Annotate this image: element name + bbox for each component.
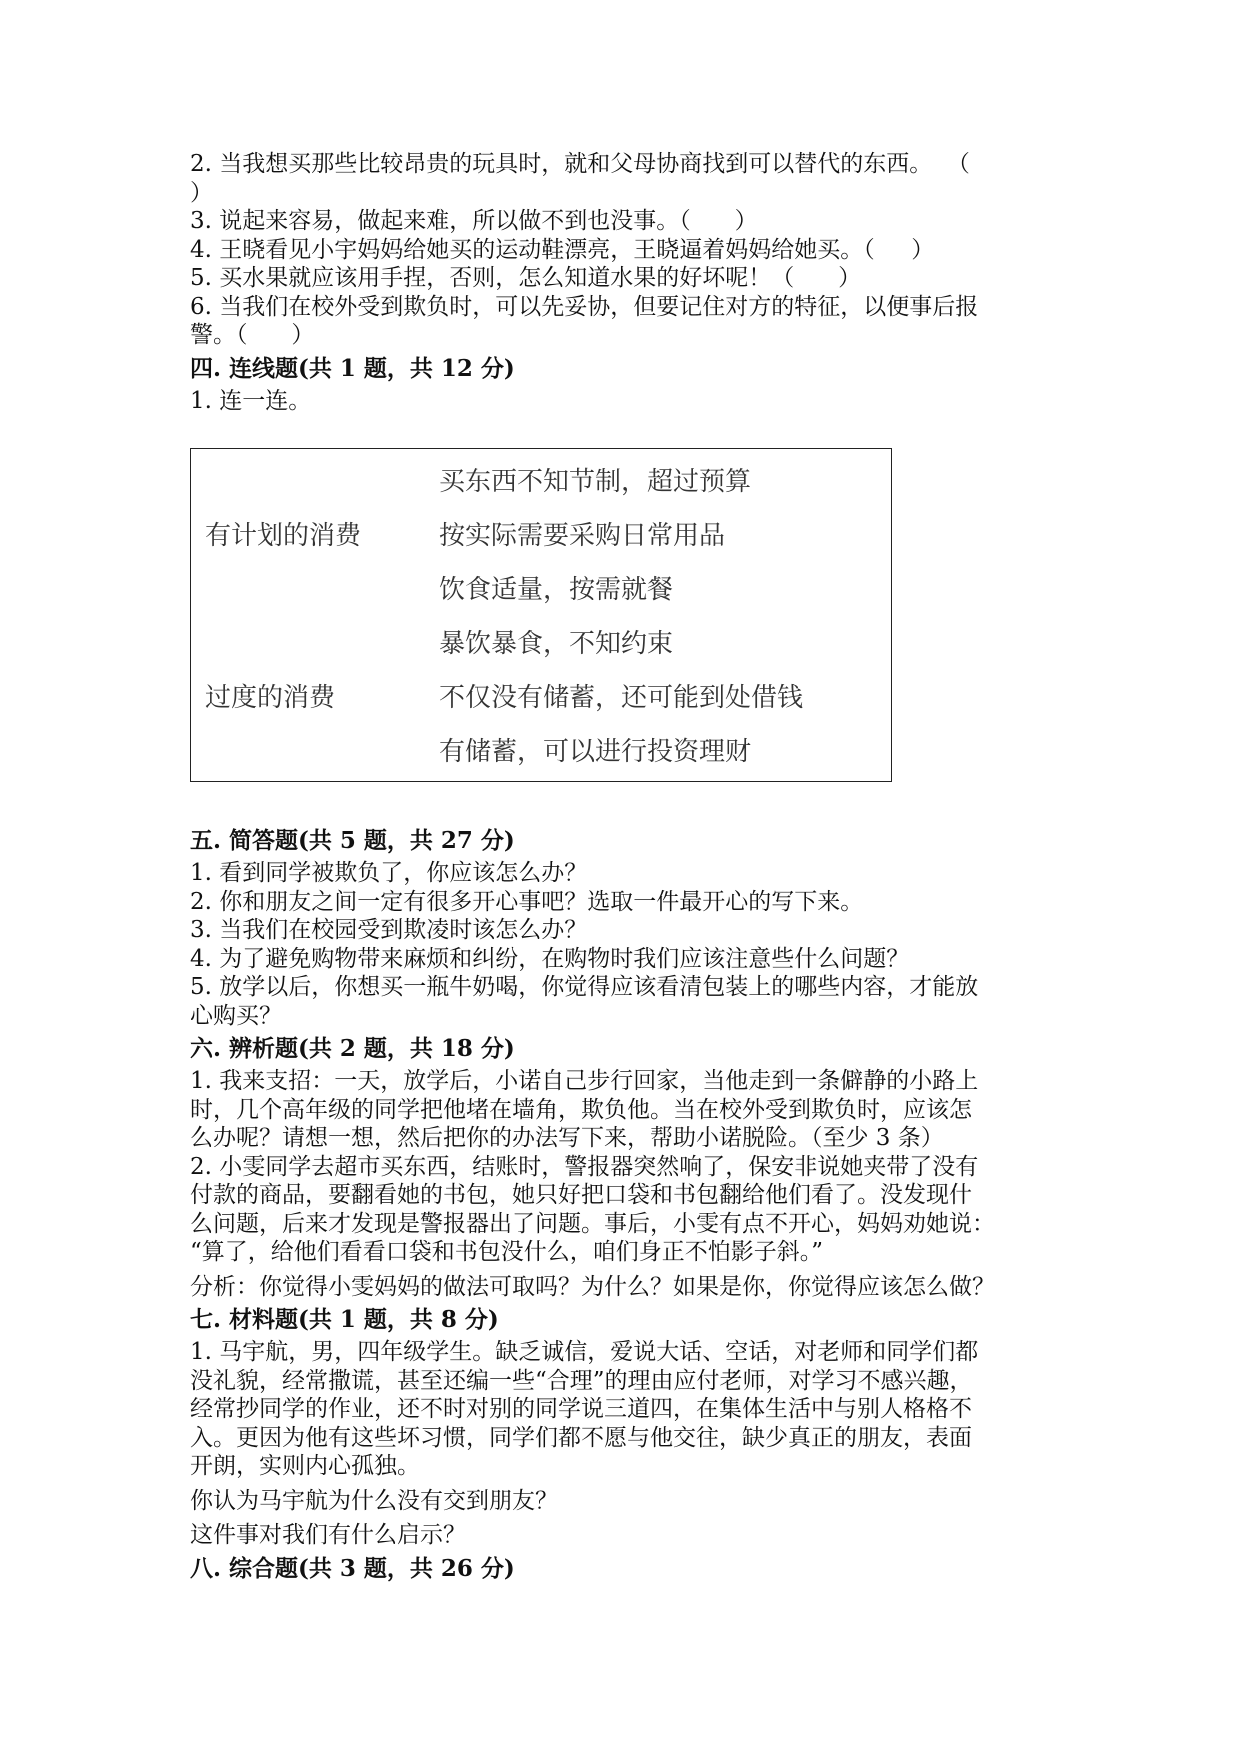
analysis-q1-line2: 时，几个高年级的同学把他堵在墙角，欺负他。当在校外受到欺负时，应该怎 bbox=[190, 1096, 972, 1123]
material-q1-line4: 入。更因为他有这些坏习惯，同学们都不愿与他交往，缺少真正的朋友，表面 bbox=[190, 1424, 972, 1451]
section4-heading: 四. 连线题(共 1 题，共 12 分) bbox=[190, 354, 515, 382]
short-answer-q4: 4. 为了避免购物带来麻烦和纠纷，在购物时我们应该注意些什么问题？ bbox=[190, 945, 910, 972]
short-answer-q5-line1: 5. 放学以后，你想买一瓶牛奶喝，你觉得应该看清包装上的哪些内容，才能放 bbox=[190, 974, 979, 1000]
judge-q6-line1: 6. 当我们在校外受到欺负时，可以先妥协，但要记住对方的特征，以便事后报 bbox=[190, 293, 979, 320]
matching-right-item[interactable]: 不仅没有储蓄，还可能到处借钱 bbox=[439, 683, 804, 713]
judge-q3: 3. 说起来容易，做起来难，所以做不到也没事。（ ） bbox=[190, 208, 758, 234]
material-q1-line3: 经常抄同学的作业，还不时对别的同学说三道四，在集体生活中与别人格格不 bbox=[190, 1396, 972, 1422]
judge-q5: 5. 买水果就应该用手捏，否则，怎么知道水果的好坏呢！（ ） bbox=[190, 265, 862, 291]
short-answer-q3: 3. 当我们在校园受到欺凌时该怎么办？ bbox=[190, 917, 588, 943]
analysis-q2-line1: 2. 小雯同学去超市买东西，结账时，警报器突然响了，保安非说她夹带了没有 bbox=[190, 1153, 979, 1180]
matching-left-item[interactable]: 过度的消费 bbox=[205, 683, 336, 713]
matching-box bbox=[190, 448, 892, 782]
analysis-q2-line4: “算了，给他们看看口袋和书包没什么，咱们身正不怕影子斜。” bbox=[190, 1239, 824, 1265]
judge-q6-line2: 警。（ ） bbox=[190, 322, 315, 348]
section5-heading: 五. 简答题(共 5 题，共 27 分) bbox=[190, 827, 515, 854]
matching-right-item[interactable]: 买东西不知节制，超过预算 bbox=[439, 467, 752, 497]
matching-right-item[interactable]: 按实际需要采购日常用品 bbox=[439, 521, 726, 551]
material-q1-line2: 没礼貌，经常撒谎，甚至还编一些“合理”的理由应付老师，对学习不感兴趣， bbox=[190, 1367, 973, 1394]
matching-right-item[interactable]: 暴饮暴食，不知约束 bbox=[439, 629, 674, 659]
short-answer-q5-line2: 心购买？ bbox=[190, 1002, 282, 1029]
analysis-q1-line1: 1. 我来支招：一天，放学后，小诺自己步行回家，当他走到一条僻静的小路上 bbox=[190, 1068, 979, 1094]
section7-heading: 七. 材料题(共 1 题，共 8 分) bbox=[190, 1306, 499, 1333]
short-answer-q1: 1. 看到同学被欺负了，你应该怎么办？ bbox=[190, 860, 588, 886]
short-answer-q2: 2. 你和朋友之间一定有很多开心事吧？选取一件最开心的写下来。 bbox=[190, 888, 864, 915]
judge-q2-line2: ） bbox=[190, 179, 213, 206]
matching-right-item[interactable]: 有储蓄，可以进行投资理财 bbox=[439, 737, 752, 767]
material-q1-line1: 1. 马宇航，男，四年级学生。缺乏诚信，爱说大话、空话，对老师和同学们都 bbox=[190, 1339, 979, 1365]
section8-heading: 八. 综合题(共 3 题，共 26 分) bbox=[190, 1554, 515, 1582]
material-q1-question1: 你认为马宇航为什么没有交到朋友？ bbox=[190, 1487, 558, 1514]
judge-q2-line1: 2. 当我想买那些比较昂贵的玩具时，就和父母协商找到可以替代的东西。 （ bbox=[190, 151, 970, 177]
matching-q1: 1. 连一连。 bbox=[190, 387, 312, 414]
matching-left-item[interactable]: 有计划的消费 bbox=[205, 521, 362, 551]
exam-page bbox=[190, 150, 1070, 1587]
section6-heading: 六. 辨析题(共 2 题，共 18 分) bbox=[190, 1035, 515, 1062]
material-q1-line5: 开朗，实则内心孤独。 bbox=[190, 1453, 420, 1479]
matching-right-item[interactable]: 饮食适量，按需就餐 bbox=[439, 575, 674, 605]
analysis-q2-line3: 么问题，后来才发现是警报器出了问题。事后，小雯有点不开心，妈妈劝她说： bbox=[190, 1210, 995, 1237]
judge-q4: 4. 王晓看见小宇妈妈给她买的运动鞋漂亮，王晓逼着妈妈给她买。（ ） bbox=[190, 236, 935, 263]
analysis-q2-prompt: 分析：你觉得小雯妈妈的做法可取吗？为什么？如果是你，你觉得应该怎么做？ bbox=[190, 1273, 995, 1300]
analysis-q2-line2: 付款的商品，要翻看她的书包，她只好把口袋和书包翻给他们看了。没发现什 bbox=[190, 1182, 972, 1208]
material-q1-question2: 这件事对我们有什么启示？ bbox=[190, 1522, 466, 1548]
analysis-q1-line3: 么办呢？请想一想，然后把你的办法写下来，帮助小诺脱险。（至少 3 条） bbox=[190, 1125, 944, 1151]
